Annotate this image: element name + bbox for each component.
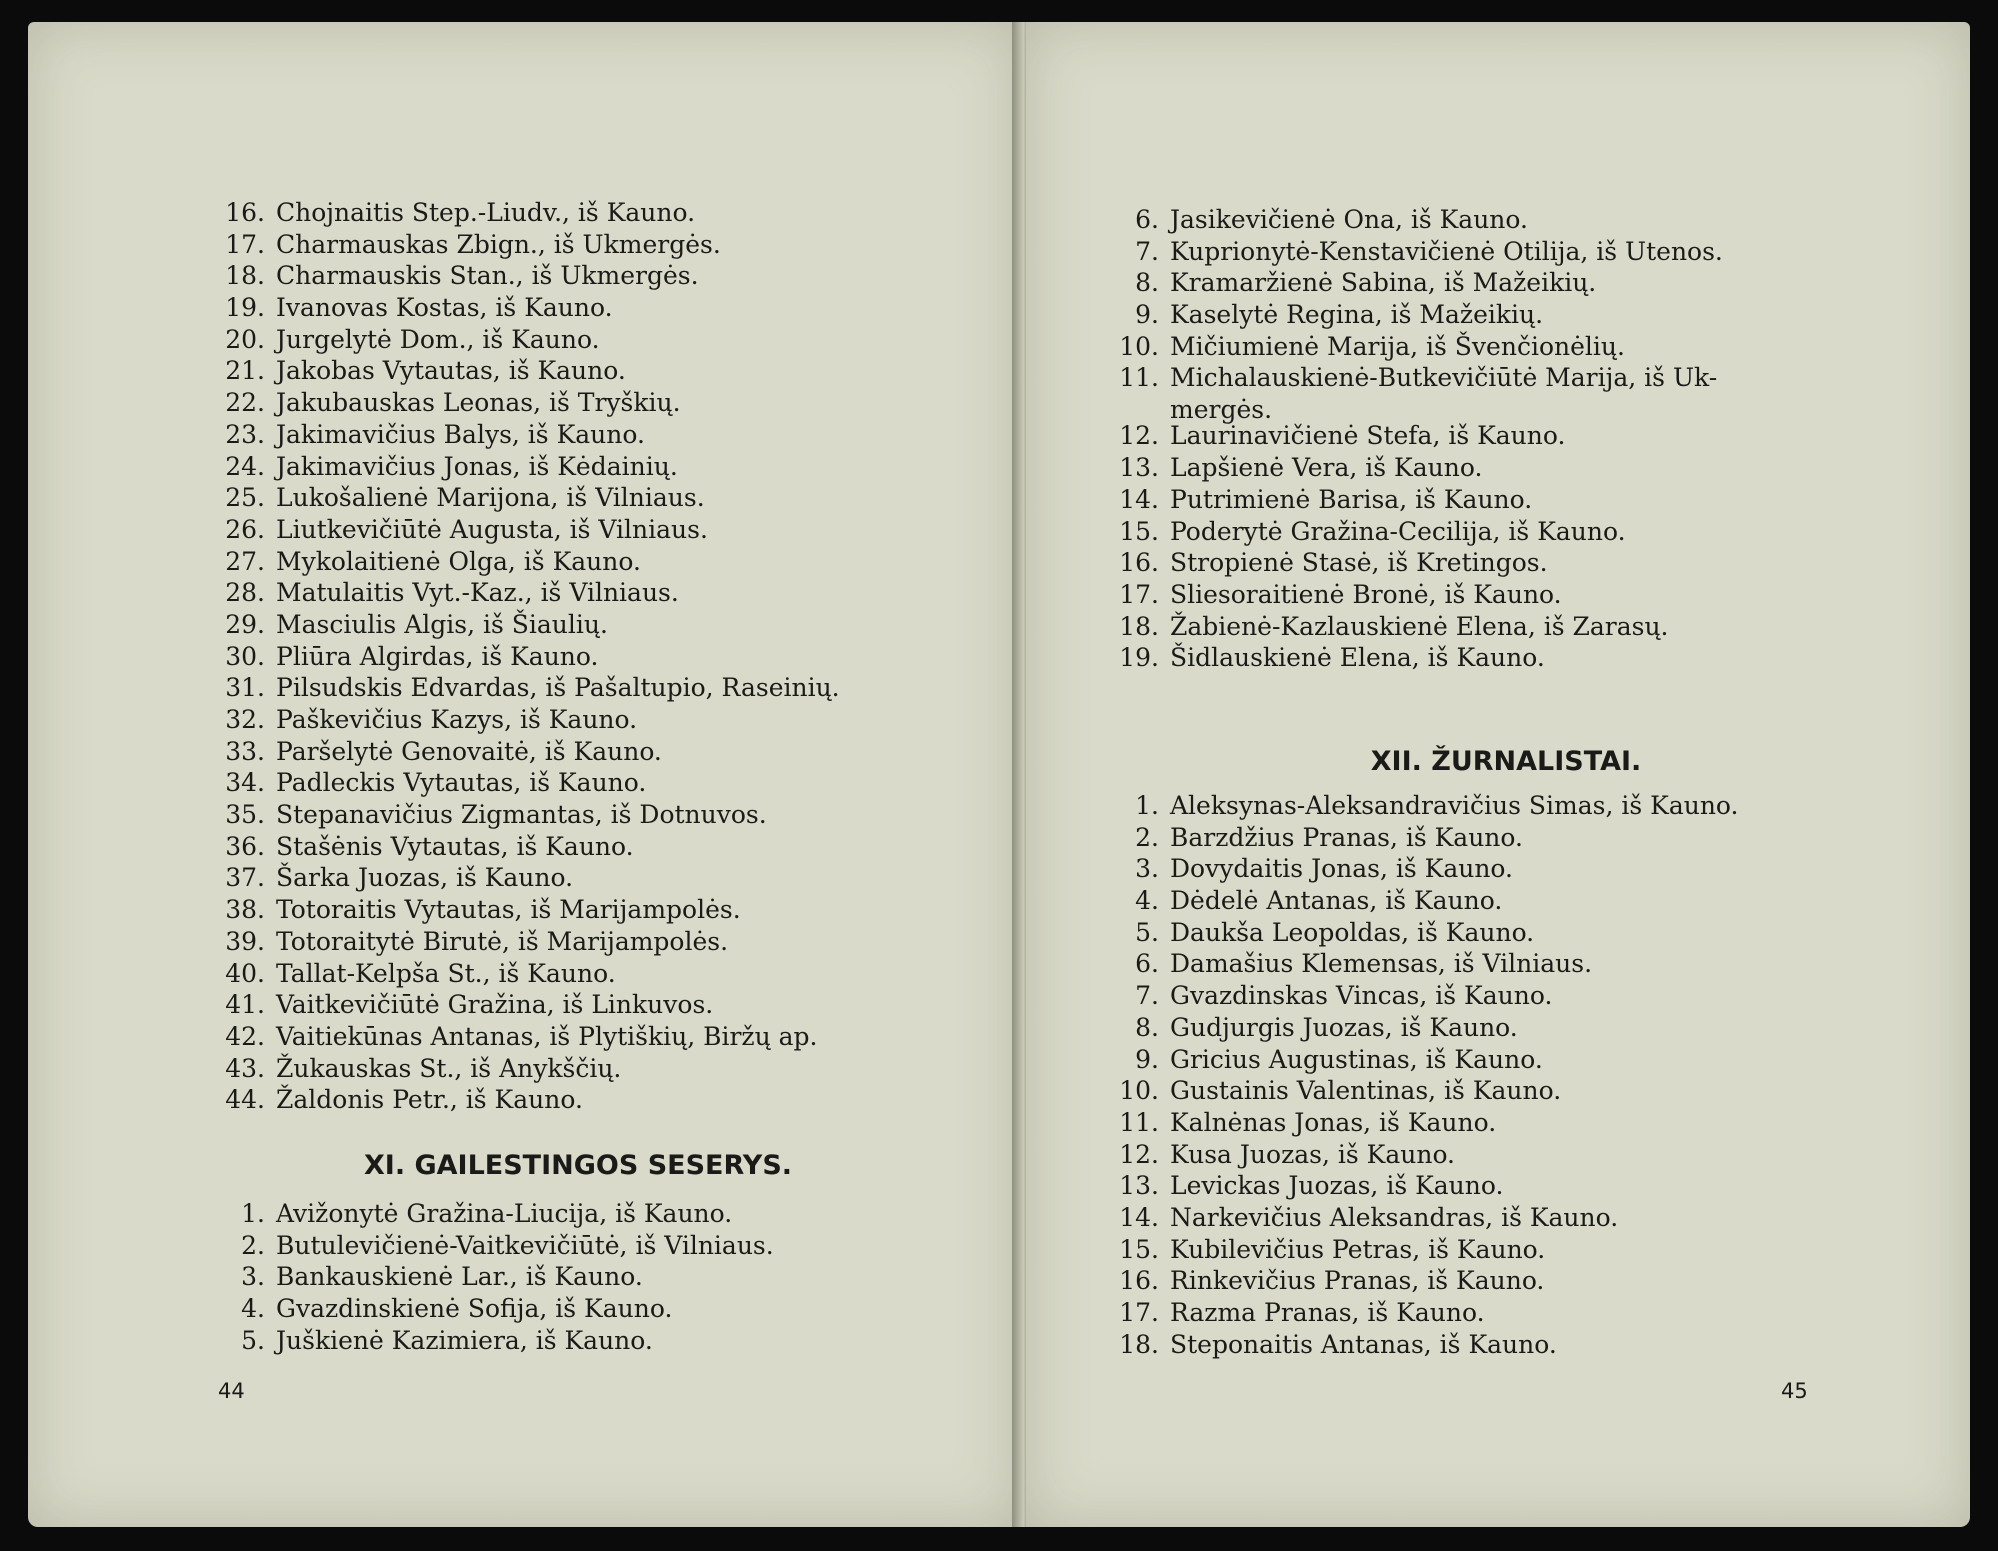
list-item-text: Jakimavičius Jonas, iš Kėdainių.: [276, 451, 678, 481]
list-item: [1114, 1139, 1934, 1171]
list-item: [1114, 299, 1934, 331]
list-item-number: 13.: [1119, 453, 1159, 483]
list-item-number: 12.: [1119, 421, 1159, 451]
list-item-text: Sliesoraitienė Bronė, iš Kauno.: [1170, 579, 1562, 609]
list-item-text: Stropienė Stasė, iš Kretingos.: [1170, 548, 1548, 578]
list-item: [1114, 452, 1934, 484]
list-item: [220, 736, 980, 768]
list-item-number: 7.: [1135, 236, 1159, 266]
list-item-text: Šidlauskienė Elena, iš Kauno.: [1170, 643, 1545, 673]
list-item: [1114, 236, 1934, 268]
list-item: [1114, 1297, 1934, 1329]
list-item: [220, 862, 980, 894]
list-item-number: 43.: [225, 1053, 265, 1083]
list-item: [220, 767, 980, 799]
list-item-text: Jurgelytė Dom., iš Kauno.: [276, 324, 600, 354]
list-item-number: 41.: [225, 990, 265, 1020]
list-item: [1114, 1202, 1934, 1234]
list-item: [1114, 1170, 1934, 1202]
list-item-text: Šarka Juozas, iš Kauno.: [276, 863, 574, 893]
list-item: [1114, 790, 1934, 822]
list-item-number: 3.: [1135, 854, 1159, 884]
list-item: [220, 577, 980, 609]
list-item-text: Lukošalienė Marijona, iš Vilniaus.: [276, 483, 705, 513]
list-item-number: 8.: [1135, 268, 1159, 298]
list-item: [220, 1293, 980, 1325]
list-item: [220, 324, 980, 356]
list-item-text: Chojnaitis Step.-Liudv., iš Kauno.: [276, 198, 696, 227]
list-item-number: 25.: [225, 483, 265, 513]
list-item: [220, 546, 980, 578]
list-item-number: 1.: [1135, 791, 1159, 820]
list-item-number: 39.: [225, 926, 265, 956]
list-item: [220, 1084, 980, 1116]
list-item-number: 10.: [1119, 331, 1159, 361]
list-item-number: 42.: [225, 1021, 265, 1051]
list-item: [1114, 484, 1934, 516]
list-item-number: 17.: [1119, 579, 1159, 609]
list-item: [220, 1021, 980, 1053]
list-item-text: Stašėnis Vytautas, iš Kauno.: [276, 831, 634, 861]
list-item-text: Juškienė Kazimiera, iš Kauno.: [276, 1325, 653, 1355]
list-item: [1114, 1075, 1934, 1107]
list-item: [1114, 547, 1934, 579]
list-item-number: 13.: [1119, 1171, 1159, 1201]
list-item-continuation: mergės.: [1170, 395, 1273, 425]
list-item-number: 31.: [225, 673, 265, 703]
list-item-number: 5.: [1135, 917, 1159, 947]
list-item-text: Razma Pranas, iš Kauno.: [1170, 1298, 1485, 1327]
list-item-text: Aleksynas-Aleksandravičius Simas, iš Kauno.: [1170, 791, 1739, 820]
list-item: [220, 641, 980, 673]
list-item: [1114, 331, 1934, 363]
list-item: [1114, 1107, 1934, 1139]
list-item: [1114, 1234, 1934, 1266]
list-item-number: 4.: [241, 1294, 265, 1324]
list-item: [1114, 611, 1934, 643]
list-item-text: Lapšienė Vera, iš Kauno.: [1170, 453, 1483, 483]
left-page: [28, 22, 1018, 1527]
list-item-number: 33.: [225, 736, 265, 766]
list-item-number: 16.: [1119, 548, 1159, 578]
list-item-number: 6.: [1135, 949, 1159, 979]
list-item-number: 20.: [225, 324, 265, 354]
list-item: [220, 229, 980, 261]
list-item-number: 2.: [241, 1230, 265, 1260]
list-item-number: 15.: [1119, 1234, 1159, 1264]
list-item: [1114, 917, 1934, 949]
list-item-number: 14.: [1119, 1202, 1159, 1232]
list-item: [220, 672, 980, 704]
list-item-number: 28.: [225, 578, 265, 608]
list-item-text: Stepanavičius Zigmantas, iš Dotnuvos.: [276, 800, 767, 830]
list-item: [1114, 1044, 1934, 1076]
list-item-number: 11.: [1119, 1107, 1159, 1137]
list-item-number: 12.: [1119, 1139, 1159, 1169]
list-item-text: Kuprionytė-Kenstavičienė Otilija, iš Utenos.: [1170, 236, 1723, 266]
list-item-number: 24.: [225, 451, 265, 481]
list-item-text: Kusa Juozas, iš Kauno.: [1170, 1139, 1455, 1169]
section-heading-xii: XII. ŽURNALISTAI.: [1370, 746, 1642, 777]
list-item-text: Jasikevičienė Ona, iš Kauno.: [1170, 205, 1528, 234]
right-page: [1026, 22, 1970, 1527]
list-item-number: 18.: [1119, 1329, 1159, 1359]
list-item-number: 5.: [241, 1325, 265, 1355]
left-list-top: [220, 197, 980, 1116]
list-item: [220, 260, 980, 292]
list-item-number: 17.: [225, 229, 265, 259]
list-item-text: Gvazdinskas Vincas, iš Kauno.: [1170, 981, 1553, 1011]
list-item-text: Mičiumienė Marija, iš Švenčionėlių.: [1170, 331, 1625, 361]
list-item-text: Jakubauskas Leonas, iš Tryškių.: [276, 388, 681, 418]
list-item-number: 6.: [1135, 205, 1159, 234]
list-item-number: 36.: [225, 831, 265, 861]
list-item-text: Paršelytė Genovaitė, iš Kauno.: [276, 736, 662, 766]
list-item: [220, 958, 980, 990]
list-item: [1114, 853, 1934, 885]
list-item: [1114, 420, 1934, 452]
list-item-text: Totoraitis Vytautas, iš Marijampolės.: [276, 895, 741, 925]
left-list-bottom: [220, 1198, 980, 1356]
list-item-text: Jakimavičius Balys, iš Kauno.: [276, 419, 645, 449]
list-item-text: Ivanovas Kostas, iš Kauno.: [276, 293, 613, 323]
list-item-text: Pliūra Algirdas, iš Kauno.: [276, 641, 599, 671]
list-item: [220, 197, 980, 229]
list-item-number: 7.: [1135, 981, 1159, 1011]
list-item: [1114, 1265, 1934, 1297]
list-item-text: Barzdžius Pranas, iš Kauno.: [1170, 822, 1523, 852]
list-item-text: Bankauskienė Lar., iš Kauno.: [276, 1262, 643, 1292]
list-item-number: 35.: [225, 800, 265, 830]
list-item: [1114, 642, 1934, 674]
list-item: [220, 1261, 980, 1293]
list-item-text: Steponaitis Antanas, iš Kauno.: [1170, 1329, 1557, 1359]
list-item-number: 23.: [225, 419, 265, 449]
list-item: [1114, 948, 1934, 980]
list-item: [1114, 516, 1934, 548]
list-item: [1114, 885, 1934, 917]
list-item: [220, 831, 980, 863]
page-number-right: 45: [1781, 1379, 1808, 1403]
list-item-text: Avižonytė Gražina-Liucija, iš Kauno.: [276, 1199, 733, 1228]
list-item-text: Kramaržienė Sabina, iš Mažeikių.: [1170, 268, 1597, 298]
list-item-number: 37.: [225, 863, 265, 893]
list-item-number: 9.: [1135, 300, 1159, 330]
list-item: [220, 1198, 980, 1230]
list-item: [220, 894, 980, 926]
list-item-text: Dėdelė Antanas, iš Kauno.: [1170, 886, 1503, 916]
list-item-text: Charmauskas Zbign., iš Ukmergės.: [276, 229, 721, 259]
list-item: [1114, 980, 1934, 1012]
list-item-number: 18.: [1119, 611, 1159, 641]
list-item: [1114, 267, 1934, 299]
list-item-number: 18.: [225, 261, 265, 291]
list-item-text: Poderytė Gražina-Cecilija, iš Kauno.: [1170, 516, 1626, 546]
right-list-bottom: [1114, 790, 1934, 1360]
list-item: [220, 292, 980, 324]
list-item-text: Žaldonis Petr., iš Kauno.: [276, 1085, 583, 1115]
list-item: [220, 989, 980, 1021]
list-item-text: Jakobas Vytautas, iš Kauno.: [276, 356, 626, 386]
list-item-text: Masciulis Algis, iš Šiaulių.: [276, 609, 608, 639]
list-item-number: 1.: [241, 1199, 265, 1228]
list-item: [1114, 204, 1934, 236]
list-item: [220, 926, 980, 958]
list-item-text: Damašius Klemensas, iš Vilniaus.: [1170, 949, 1593, 979]
list-item-text: Gustainis Valentinas, iš Kauno.: [1170, 1076, 1562, 1106]
list-item: [1114, 362, 1934, 425]
list-item: [220, 482, 980, 514]
list-item: [1114, 1329, 1934, 1361]
list-item-text: Putrimienė Barisa, iš Kauno.: [1170, 484, 1533, 514]
list-item-text: Charmauskis Stan., iš Ukmergės.: [276, 261, 699, 291]
list-item-number: 2.: [1135, 822, 1159, 852]
list-item-text: Vaitiekūnas Antanas, iš Plytiškių, Biržų ap.: [276, 1021, 818, 1051]
list-item: [220, 1325, 980, 1357]
list-item: [220, 419, 980, 451]
list-item: [220, 387, 980, 419]
list-item-number: 16.: [1119, 1266, 1159, 1296]
list-item: [1114, 579, 1934, 611]
list-item-number: 44.: [225, 1085, 265, 1115]
list-item-text: Totoraitytė Birutė, iš Marijampolės.: [276, 926, 729, 956]
list-item-text: Rinkevičius Pranas, iš Kauno.: [1170, 1266, 1545, 1296]
list-item-number: 29.: [225, 609, 265, 639]
list-item-number: 10.: [1119, 1076, 1159, 1106]
list-item-number: 4.: [1135, 886, 1159, 916]
list-item-text: Laurinavičienė Stefa, iš Kauno.: [1170, 421, 1566, 451]
list-item-number: 40.: [225, 958, 265, 988]
list-item-number: 17.: [1119, 1298, 1159, 1327]
list-item-number: 16.: [225, 198, 265, 227]
list-item-number: 11.: [1119, 363, 1159, 393]
list-item-number: 19.: [1119, 643, 1159, 673]
list-item-number: 26.: [225, 514, 265, 544]
list-item-text: Kalnėnas Jonas, iš Kauno.: [1170, 1107, 1497, 1137]
list-item: [220, 609, 980, 641]
list-item: [1114, 822, 1934, 854]
list-item-text: Liutkevičiūtė Augusta, iš Vilniaus.: [276, 514, 708, 544]
list-item-number: 15.: [1119, 516, 1159, 546]
list-item-number: 34.: [225, 768, 265, 798]
list-item: [220, 451, 980, 483]
list-item-text: Gvazdinskienė Sofija, iš Kauno.: [276, 1294, 673, 1324]
list-item: [220, 1230, 980, 1262]
list-item-text: Kaselytė Regina, iš Mažeikių.: [1170, 300, 1544, 330]
list-item-number: 3.: [241, 1262, 265, 1292]
list-item-text: Vaitkevičiūtė Gražina, iš Linkuvos.: [276, 990, 714, 1020]
list-item-text: Paškevičius Kazys, iš Kauno.: [276, 705, 638, 734]
list-item-number: 32.: [225, 705, 265, 734]
list-item-text: Butulevičienė-Vaitkevičiūtė, iš Vilniaus.: [276, 1230, 774, 1260]
list-item: [1114, 1012, 1934, 1044]
list-item: [220, 355, 980, 387]
list-item: [220, 1053, 980, 1085]
list-item-text: Mykolaitienė Olga, iš Kauno.: [276, 546, 641, 576]
list-item-text: Dovydaitis Jonas, iš Kauno.: [1170, 854, 1513, 884]
list-item-text: Žukauskas St., iš Anykščių.: [276, 1053, 622, 1083]
list-item-number: 8.: [1135, 1012, 1159, 1042]
list-item-text: Žabienė-Kazlauskienė Elena, iš Zarasų.: [1170, 611, 1669, 641]
list-item-number: 22.: [225, 388, 265, 418]
list-item-text: Gudjurgis Juozas, iš Kauno.: [1170, 1012, 1518, 1042]
list-item-number: 19.: [225, 293, 265, 323]
list-item-number: 14.: [1119, 484, 1159, 514]
list-item-text: Padleckis Vytautas, iš Kauno.: [276, 768, 647, 798]
right-list-top: [1114, 204, 1934, 674]
list-item-text: Pilsudskis Edvardas, iš Pašaltupio, Raseinių.: [276, 673, 840, 703]
list-item-text: Daukša Leopoldas, iš Kauno.: [1170, 917, 1535, 947]
list-item: [220, 799, 980, 831]
list-item-number: 27.: [225, 546, 265, 576]
list-item-text: Levickas Juozas, iš Kauno.: [1170, 1171, 1504, 1201]
list-item: [220, 704, 980, 736]
list-item-number: 30.: [225, 641, 265, 671]
list-item: [220, 514, 980, 546]
list-item-text: Tallat-Kelpša St., iš Kauno.: [276, 958, 616, 988]
list-item-number: 9.: [1135, 1044, 1159, 1074]
list-item-text: Kubilevičius Petras, iš Kauno.: [1170, 1234, 1546, 1264]
list-item-number: 21.: [225, 356, 265, 386]
page-number-left: 44: [218, 1379, 245, 1403]
list-item-text: Matulaitis Vyt.-Kaz., iš Vilniaus.: [276, 578, 679, 608]
list-item-text: Michalauskienė-Butkevičiūtė Marija, iš Uk-: [1170, 363, 1718, 393]
list-item-text: Narkevičius Aleksandras, iš Kauno.: [1170, 1202, 1619, 1232]
section-heading-xi: XI. GAILESTINGOS SESERYS.: [363, 1150, 793, 1181]
list-item-number: 38.: [225, 895, 265, 925]
list-item-text: Gricius Augustinas, iš Kauno.: [1170, 1044, 1543, 1074]
